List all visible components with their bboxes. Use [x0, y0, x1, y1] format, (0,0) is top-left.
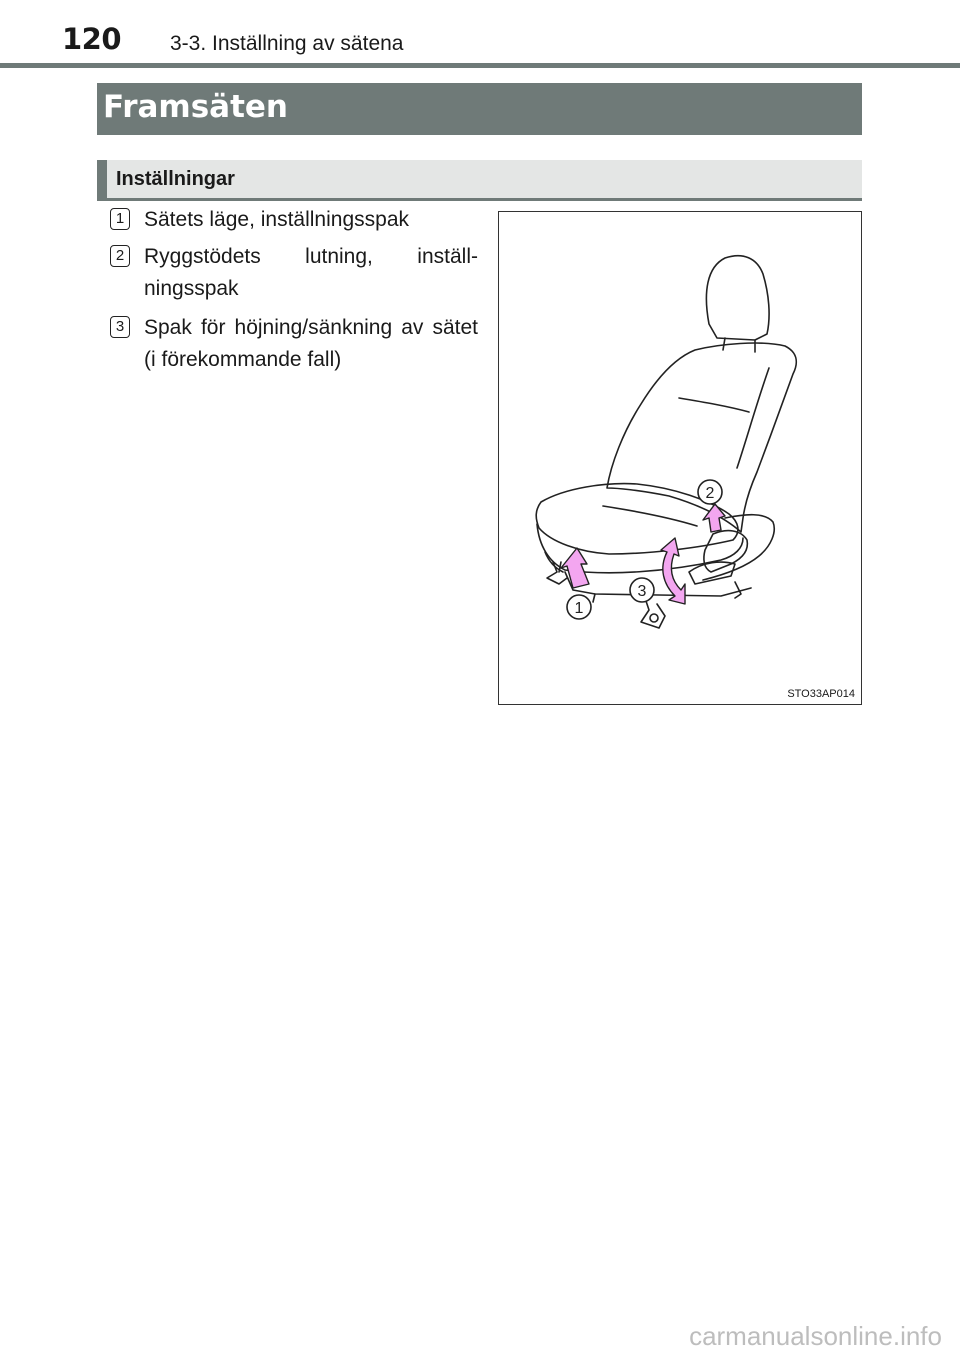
figure-box: [498, 211, 862, 705]
section-banner: [97, 83, 862, 135]
list-item: [110, 204, 478, 236]
arrow-1-icon: [561, 548, 589, 588]
car-seat-illustration: [499, 212, 861, 704]
list-item: [110, 312, 478, 376]
item-number-badge: 3: [110, 316, 130, 338]
header-rule: [0, 63, 960, 68]
page-number: 120: [62, 22, 122, 56]
headrest-outline: [706, 256, 769, 340]
recline-lever: [704, 531, 747, 572]
seat-rail: [565, 572, 751, 596]
item-text: Spak för höjning/sänkning av sätet (i förekommande fall): [144, 316, 478, 371]
item-text: Sätets läge, inställningsspak: [144, 208, 409, 231]
watermark: carmanualsonline.info: [689, 1321, 942, 1351]
item-number-badge: 1: [110, 208, 130, 230]
subsection-title: Inställningar: [116, 168, 235, 190]
backrest-seam: [679, 398, 749, 412]
chapter-title: 3-3. Inställning av sätena: [170, 32, 404, 55]
figure-code: STO33AP014: [787, 688, 855, 700]
subsection-bar: [97, 160, 107, 201]
item-number-badge: 2: [110, 245, 130, 267]
arrow-3-icon: [661, 538, 685, 604]
callout-1-label: 1: [574, 600, 584, 617]
list-item: [110, 241, 478, 305]
subsection-banner: [97, 160, 862, 201]
section-title: Framsäten: [103, 89, 288, 125]
callout-3-label: 3: [637, 583, 647, 600]
item-text: Ryggstödets lutning, inställ-ningsspak: [144, 245, 478, 300]
callout-2-label: 2: [705, 485, 715, 502]
